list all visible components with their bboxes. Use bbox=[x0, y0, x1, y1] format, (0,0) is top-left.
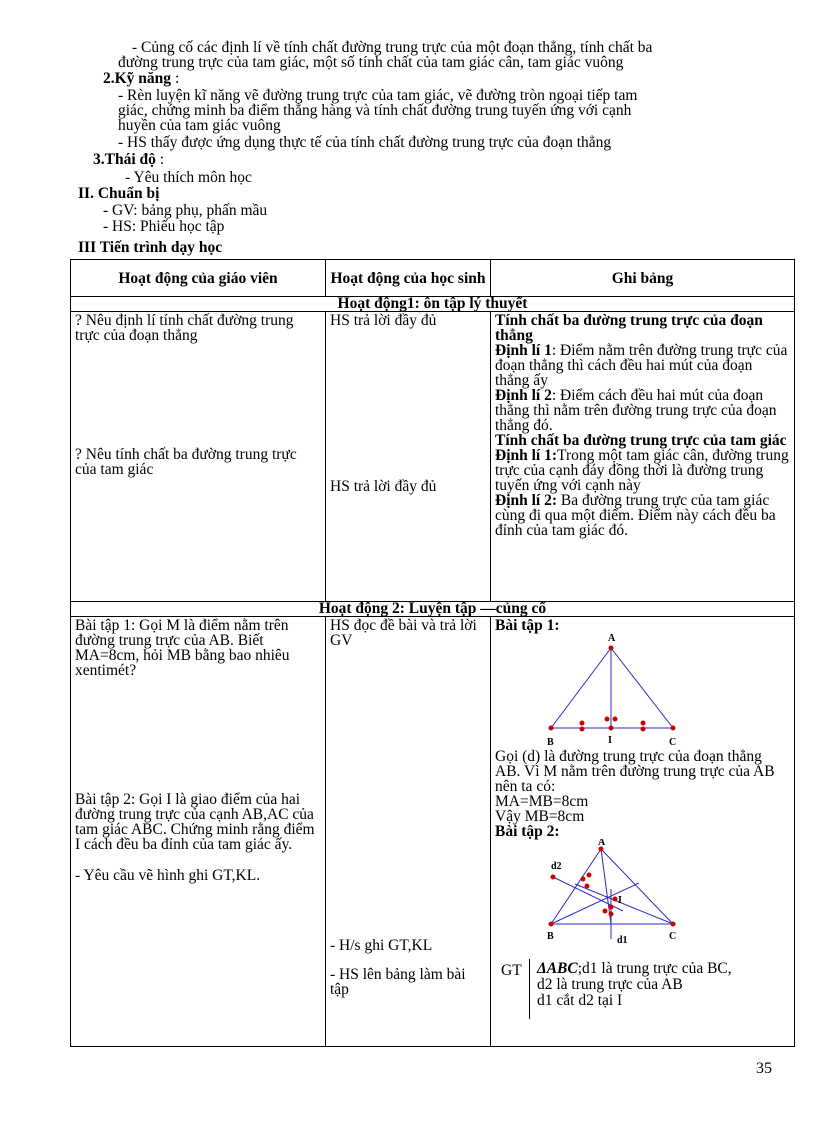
s1-theorem-3-text: Trong một tam giác cân, đường trung trực của cạnh đáy đồng thời là đường trung tuyến ứng với cạnh này bbox=[495, 447, 789, 494]
s1-theorem-1 bbox=[495, 343, 790, 388]
s1-student-1: HS trả lời đầy đủ bbox=[330, 312, 437, 329]
fig1-label-c: C bbox=[669, 737, 677, 748]
gt-divider bbox=[529, 959, 530, 1019]
fig1-side-ab bbox=[551, 648, 611, 728]
page-number: 35 bbox=[756, 1060, 772, 1077]
fig2-tick-5 bbox=[609, 912, 614, 917]
s2-board-ex1: Bài tập 1: bbox=[495, 617, 560, 634]
fig2-point-i bbox=[609, 905, 614, 910]
fig1-label-i: I bbox=[608, 735, 612, 746]
fig2-tick-1 bbox=[581, 877, 586, 882]
fig2-label-b: B bbox=[547, 931, 554, 942]
gt-line-3: d1 cắt d2 tại I bbox=[537, 992, 623, 1009]
fig2-point-d2-end bbox=[551, 875, 556, 880]
fig2-point-c bbox=[671, 922, 676, 927]
s1-student-cell bbox=[326, 312, 491, 602]
fig2-point-b bbox=[549, 922, 554, 927]
s1-theorem-3-label: Định lí 1: bbox=[495, 447, 558, 464]
section-2-content bbox=[71, 617, 795, 1047]
s1-teacher-q2: ? Nêu tính chất ba đường trung trực của tam giác bbox=[75, 446, 297, 478]
lesson-table bbox=[70, 259, 795, 1047]
s1-theorem-2 bbox=[495, 388, 790, 433]
s2-board-sol2: MA=MB=8cm bbox=[495, 793, 589, 810]
fig1-right-angle-1 bbox=[605, 717, 610, 722]
process-heading: III Tiến trình dạy học bbox=[78, 239, 223, 256]
skills-line-3: huyền của tam giác vuông bbox=[118, 117, 281, 134]
prep-gv: - GV: bảng phụ, phấn mầu bbox=[103, 202, 268, 219]
figure-2-triangle-bisectors bbox=[545, 839, 745, 953]
fig1-label-b: B bbox=[547, 737, 554, 748]
fig1-tick-2 bbox=[580, 727, 585, 732]
skills-heading-line bbox=[103, 71, 179, 86]
gt-triangle: ΔABC bbox=[537, 960, 578, 977]
gt-line-1 bbox=[537, 961, 732, 977]
s1-student-2: HS trả lời đầy đủ bbox=[330, 478, 437, 495]
fig1-side-ac bbox=[611, 648, 673, 728]
skills-heading: 2.Kỹ năng bbox=[103, 70, 172, 87]
s2-student-3: - HS lên bảng làm bài tập bbox=[330, 966, 466, 998]
header-teacher: Hoạt động của giáo viên bbox=[71, 260, 326, 297]
fig2-label-a: A bbox=[598, 839, 606, 848]
prep-hs: - HS: Phiếu học tập bbox=[103, 218, 225, 235]
s2-board-ex2: Bài tập 2: bbox=[495, 823, 560, 840]
skills-line-1: - Rèn luyện kĩ năng vẽ đường trung trực của tam giác, vẽ đường tròn ngoại tiếp tam bbox=[118, 87, 638, 104]
fig2-label-c: C bbox=[669, 931, 677, 942]
s2-teacher-cell bbox=[71, 617, 326, 1047]
gt-line-2: d2 là trung trực của AB bbox=[537, 976, 683, 993]
fig2-label-d1: d1 bbox=[617, 935, 628, 946]
attitude-colon: : bbox=[155, 151, 165, 168]
s1-teacher-q1: ? Nêu định lí tính chất đường trung trực của đoạn thẳng bbox=[75, 312, 294, 344]
s1-theorem-4-text: Ba đường trung trực của tam giác cùng đi qua một điểm. Điểm này cách đều ba đỉnh của tam giác đó. bbox=[495, 492, 776, 539]
s1-theorem-4 bbox=[495, 493, 790, 538]
header-board: Ghi bảng bbox=[491, 260, 795, 297]
s2-board-sol3: Vậy MB=8cm bbox=[495, 808, 585, 825]
fig2-label-i: I bbox=[618, 895, 622, 906]
s2-teacher-req: - Yêu cầu vẽ hình ghi GT,KL. bbox=[75, 867, 261, 884]
fig2-label-d2: d2 bbox=[551, 861, 562, 872]
s2-board-sol1: Gọi (d) là đường trung trực của đoạn thẳng AB. Vì M nằm trên đường trung trực của AB nên ta có: bbox=[495, 748, 775, 795]
fig1-tick-3 bbox=[641, 721, 646, 726]
fig1-point-a bbox=[609, 646, 614, 651]
prep-heading: II. Chuẩn bị bbox=[78, 185, 160, 202]
gt-block bbox=[495, 959, 790, 1019]
section-1-row bbox=[71, 297, 795, 312]
gt-content bbox=[537, 961, 732, 1009]
gt-label: GT bbox=[501, 962, 522, 979]
fig2-tick-6 bbox=[603, 909, 608, 914]
fig1-label-a: A bbox=[608, 633, 616, 644]
skills-line-4: - HS thấy được ứng dụng thực tế của tính chất đường trung trực của đoạn thẳng bbox=[118, 134, 612, 151]
knowledge-line-2: đường trung trực của tam giác, một số tính chất của tam giác cân, tam giác vuông bbox=[118, 54, 624, 71]
gt-line-1-text: ;d1 là trung trực của BC, bbox=[577, 960, 732, 977]
fig2-tick-2 bbox=[587, 873, 592, 878]
s2-teacher-ex1: Bài tập 1: Gọi M là điểm nằm trên đường trung trực của AB. Biết MA=8cm, hỏi MB bằng bao nhiêu xentimét? bbox=[75, 617, 290, 679]
s1-theorem-1-label: Định lí 1 bbox=[495, 342, 552, 359]
fig1-right-angle-2 bbox=[613, 717, 618, 722]
section-1-title: Hoạt động1: ôn tập lý thuyết bbox=[71, 297, 795, 312]
s2-board-cell bbox=[491, 617, 795, 1047]
fig1-point-b bbox=[549, 726, 554, 731]
s1-board-title-2: Tính chất ba đường trung trực của tam giác bbox=[495, 432, 787, 449]
s1-board-title-1: Tính chất ba đường trung trực của đoạn thẳng bbox=[495, 312, 763, 344]
skills-line-2: giác, chứng minh ba điểm thẳng hàng và tính chất đường trung tuyến ứng với cạnh bbox=[118, 102, 632, 119]
s2-student-1: HS đọc đề bài và trả lời GV bbox=[330, 617, 477, 649]
table-header-row bbox=[71, 260, 795, 297]
s1-theorem-3 bbox=[495, 448, 790, 493]
s1-theorem-2-text: : Điểm cách đều hai mút của đoạn thẳng thì nằm trên đường trung trực của đoạn thẳng đó. bbox=[495, 387, 777, 434]
s2-teacher-ex2: Bài tập 2: Gọi I là giao điểm của hai đường trung trực của cạnh AB,AC của tam giác ABC. Chứng minh rằng điểm I cách đều ba đỉnh của tam giác ấy. bbox=[75, 791, 315, 853]
fig1-point-i bbox=[609, 726, 614, 731]
skills-colon: : bbox=[171, 70, 180, 87]
s2-student-cell bbox=[326, 617, 491, 1047]
fig2-tick-4 bbox=[613, 897, 618, 902]
section-1-content bbox=[71, 312, 795, 602]
header-student: Hoạt động của học sinh bbox=[326, 260, 491, 297]
attitude-line-1: - Yêu thích môn học bbox=[125, 169, 252, 186]
fig2-tick-3 bbox=[585, 884, 590, 889]
attitude-heading: 3.Thái độ bbox=[93, 151, 156, 168]
s2-student-2: - H/s ghi GT,KL bbox=[330, 937, 433, 954]
section-2-title: Hoạt động 2: Luyện tập —củng cố bbox=[71, 602, 795, 617]
fig1-point-c bbox=[671, 726, 676, 731]
s1-theorem-4-label: Định lí 2: bbox=[495, 492, 558, 509]
knowledge-line-1: - Củng cố các định lí về tính chất đường trung trực của một đoạn thẳng, tính chất ba bbox=[132, 39, 653, 56]
s1-board-cell bbox=[491, 312, 795, 602]
attitude-heading-line bbox=[93, 152, 164, 167]
section-2-row bbox=[71, 602, 795, 617]
s1-teacher-cell bbox=[71, 312, 326, 602]
figure-1-isosceles-triangle bbox=[545, 633, 745, 749]
s1-theorem-1-text: : Điểm nằm trên đường trung trực của đoạn thẳng thì cách đều hai mút của đoạn thẳng ấy bbox=[495, 342, 788, 389]
fig1-tick-4 bbox=[641, 727, 646, 732]
s1-theorem-2-label: Định lí 2 bbox=[495, 387, 552, 404]
fig1-tick-1 bbox=[580, 721, 585, 726]
